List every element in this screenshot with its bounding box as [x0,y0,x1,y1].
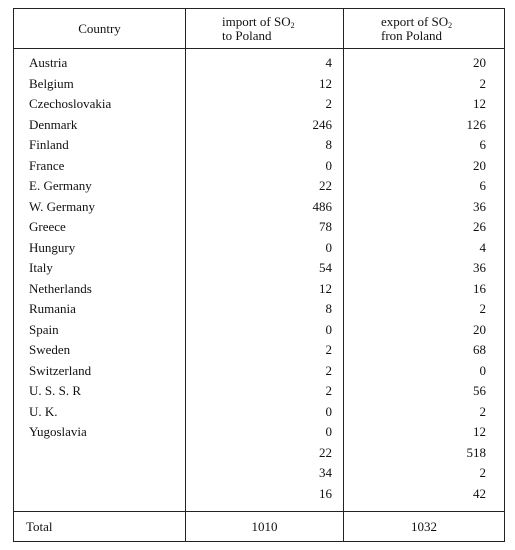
table-row [14,258,505,279]
table-row [14,402,505,423]
import-cell: 12 [186,279,344,300]
export-cell: 126 [344,115,505,136]
import-cell: 2 [186,361,344,382]
total-import: 1010 [186,512,344,542]
country-cell: Finland [29,137,69,152]
country-cell: Denmark [29,116,78,132]
import-cell: 78 [186,217,344,238]
table-row [14,320,505,341]
import-cell: 22 [186,176,344,197]
import-cell: 22 [186,443,344,464]
export-cell: 56 [344,381,505,402]
table-row [14,115,505,136]
import-cell: 54 [186,258,344,279]
export-cell: 2 [344,463,505,484]
import-cell: 2 [186,94,344,115]
so2-exchange-table [13,8,505,542]
country-cell [14,463,186,484]
country-cell [14,443,186,464]
export-cell: 36 [344,197,505,218]
export-cell: 4 [344,238,505,259]
country-cell: Belgium [29,75,74,91]
table-header [14,9,505,49]
table-row [14,484,505,512]
total-row [14,512,505,542]
export-header-line1 [381,14,452,29]
export-header-subscript: 2 [448,20,453,30]
export-cell: 6 [344,176,505,197]
import-cell: 0 [186,422,344,443]
export-cell: 16 [344,279,505,300]
table-row [14,94,505,115]
table-row [14,422,505,443]
import-cell: 2 [186,340,344,361]
export-cell: 2 [344,402,505,423]
header-row [14,9,505,49]
import-header-prefix: import of SO [222,13,291,29]
import-cell: 34 [186,463,344,484]
export-cell: 68 [344,340,505,361]
country-cell: France [29,157,65,173]
table-row [14,463,505,484]
country-cell [14,484,186,512]
table-row [14,361,505,382]
table-footer [14,512,505,542]
country-cell: E. Germany [29,178,92,193]
import-header-subscript: 2 [290,20,295,30]
country-cell: Italy [29,260,53,275]
import-cell: 16 [186,484,344,512]
country-cell: Greece [29,219,66,234]
table-row [14,381,505,402]
export-cell: 20 [344,320,505,341]
export-cell: 12 [344,94,505,115]
total-export: 1032 [344,512,505,542]
export-cell: 20 [344,156,505,177]
country-column-header [14,9,186,49]
export-cell: 26 [344,217,505,238]
table-row [14,217,505,238]
export-header-prefix: export of SO [381,13,449,29]
import-cell: 486 [186,197,344,218]
table-row [14,197,505,218]
table-row [14,443,505,464]
export-cell: 2 [344,299,505,320]
table-row [14,74,505,95]
export-header-line2: fron Poland [381,27,443,43]
table-row [14,135,505,156]
export-cell: 2 [344,74,505,95]
country-cell: Spain [29,321,59,337]
country-cell: U. S. S. R [29,383,82,398]
import-cell: 2 [186,381,344,402]
country-cell: Yugoslavia [29,424,87,439]
export-cell: 518 [344,443,505,464]
country-header-label: Country [78,20,121,36]
country-cell: W. Germany [29,198,95,214]
country-cell: Hungury [29,239,76,255]
import-cell: 8 [186,299,344,320]
import-column-header [186,9,344,49]
export-column-header [344,9,505,49]
import-cell: 246 [186,115,344,136]
table-row [14,238,505,259]
export-cell: 20 [344,49,505,74]
table-row [14,49,505,74]
export-cell: 42 [344,484,505,512]
table-row [14,279,505,300]
table-row [14,299,505,320]
import-cell: 0 [186,402,344,423]
import-cell: 12 [186,74,344,95]
table-row [14,176,505,197]
export-cell: 0 [344,361,505,382]
table-row [14,156,505,177]
import-header-line1 [222,14,295,29]
import-cell: 0 [186,320,344,341]
export-cell: 36 [344,258,505,279]
import-cell: 0 [186,238,344,259]
table-body [14,49,505,512]
export-cell: 12 [344,422,505,443]
country-cell: Switzerland [29,362,92,378]
country-cell: Netherlands [29,280,92,296]
country-cell: Sweden [29,342,71,357]
import-header-line2: to Poland [222,27,272,43]
export-cell: 6 [344,135,505,156]
total-label: Total [14,512,186,542]
country-cell: Czechoslovakia [29,96,112,111]
country-cell: Austria [29,55,68,70]
country-cell: U. K. [29,403,58,419]
import-cell: 4 [186,49,344,74]
country-cell: Rumania [29,301,76,316]
import-cell: 8 [186,135,344,156]
table-row [14,340,505,361]
import-cell: 0 [186,156,344,177]
